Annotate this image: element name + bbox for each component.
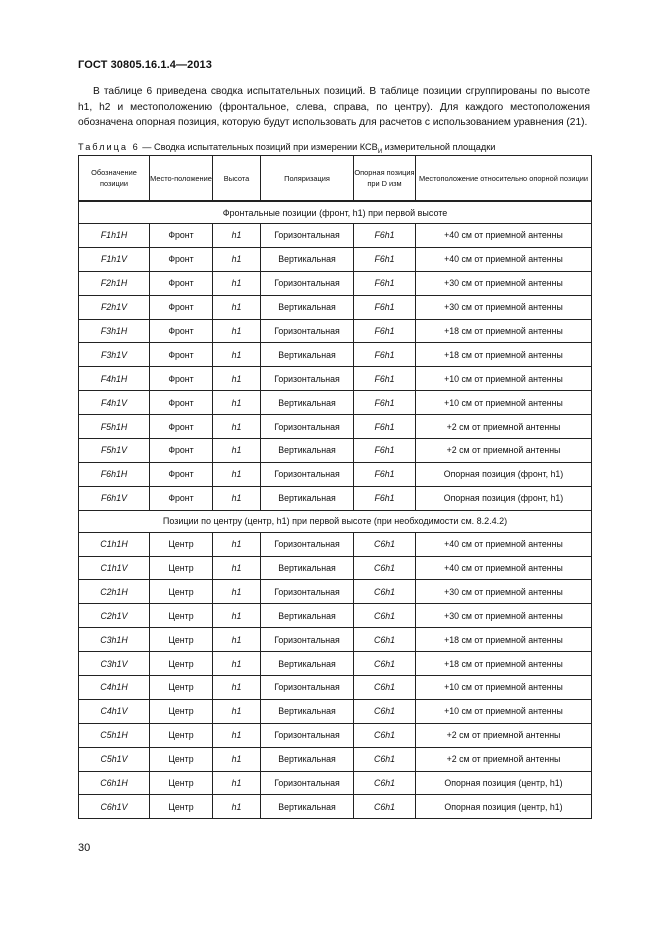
- relative-location-cell: +10 см от приемной антенны: [416, 367, 592, 391]
- reference-position-cell: C6h1: [354, 580, 416, 604]
- reference-position-cell: C6h1: [354, 652, 416, 676]
- location-cell: Центр: [150, 747, 213, 771]
- position-code-cell: F6h1H: [79, 462, 150, 486]
- document-header: ГОСТ 30805.16.1.4—2013: [78, 59, 212, 71]
- relative-location-cell: +18 см от приемной антенны: [416, 628, 592, 652]
- reference-position-cell: C6h1: [354, 556, 416, 580]
- position-code-cell: F2h1H: [79, 271, 150, 295]
- column-header: Высота: [213, 156, 261, 202]
- reference-position-cell: C6h1: [354, 771, 416, 795]
- location-cell: Фронт: [150, 247, 213, 271]
- relative-location-cell: +30 см от приемной антенны: [416, 295, 592, 319]
- relative-location-cell: +40 см от приемной антенны: [416, 224, 592, 248]
- polarization-cell: Вертикальная: [261, 439, 354, 463]
- location-cell: Фронт: [150, 367, 213, 391]
- reference-position-cell: F6h1: [354, 415, 416, 439]
- position-code-cell: F4h1V: [79, 391, 150, 415]
- polarization-cell: Вертикальная: [261, 556, 354, 580]
- table-row: [79, 556, 592, 580]
- polarization-cell: Горизонтальная: [261, 628, 354, 652]
- reference-position-cell: F6h1: [354, 247, 416, 271]
- column-header: Обозначение позиции: [79, 156, 150, 202]
- relative-location-cell: +40 см от приемной антенны: [416, 532, 592, 556]
- position-code-cell: C5h1V: [79, 747, 150, 771]
- table-row: [79, 604, 592, 628]
- height-cell: h1: [213, 747, 261, 771]
- table-row: [79, 580, 592, 604]
- height-cell: h1: [213, 532, 261, 556]
- table-row: [79, 747, 592, 771]
- location-cell: Фронт: [150, 343, 213, 367]
- location-cell: Центр: [150, 580, 213, 604]
- polarization-cell: Вертикальная: [261, 486, 354, 510]
- position-code-cell: F5h1H: [79, 415, 150, 439]
- polarization-cell: Горизонтальная: [261, 580, 354, 604]
- relative-location-cell: +10 см от приемной антенны: [416, 391, 592, 415]
- column-header: Опорная позиция при D изм: [354, 156, 416, 202]
- reference-position-cell: C6h1: [354, 628, 416, 652]
- position-code-cell: F5h1V: [79, 439, 150, 463]
- height-cell: h1: [213, 295, 261, 319]
- reference-position-cell: C6h1: [354, 604, 416, 628]
- height-cell: h1: [213, 439, 261, 463]
- relative-location-cell: +18 см от приемной антенны: [416, 343, 592, 367]
- polarization-cell: Вертикальная: [261, 747, 354, 771]
- polarization-cell: Горизонтальная: [261, 723, 354, 747]
- table-caption-tail: измерительной площадки: [382, 142, 496, 152]
- reference-position-cell: C6h1: [354, 723, 416, 747]
- location-cell: Фронт: [150, 271, 213, 295]
- section-title: Позиции по центру (центр, h1) при первой высоте (при необходимости см. 8.2.4.2): [79, 510, 592, 532]
- position-code-cell: C6h1H: [79, 771, 150, 795]
- location-cell: Центр: [150, 723, 213, 747]
- reference-position-cell: F6h1: [354, 224, 416, 248]
- table-row: [79, 486, 592, 510]
- relative-location-cell: +18 см от приемной антенны: [416, 319, 592, 343]
- height-cell: h1: [213, 415, 261, 439]
- position-code-cell: C5h1H: [79, 723, 150, 747]
- position-code-cell: C3h1V: [79, 652, 150, 676]
- table-row: [79, 391, 592, 415]
- reference-position-cell: F6h1: [354, 391, 416, 415]
- section-title: Фронтальные позиции (фронт, h1) при первой высоте: [79, 201, 592, 224]
- polarization-cell: Горизонтальная: [261, 319, 354, 343]
- polarization-cell: Вертикальная: [261, 391, 354, 415]
- reference-position-cell: F6h1: [354, 295, 416, 319]
- polarization-cell: Горизонтальная: [261, 771, 354, 795]
- reference-position-cell: F6h1: [354, 486, 416, 510]
- location-cell: Центр: [150, 652, 213, 676]
- table-row: [79, 271, 592, 295]
- height-cell: h1: [213, 556, 261, 580]
- position-code-cell: F2h1V: [79, 295, 150, 319]
- polarization-cell: Вертикальная: [261, 343, 354, 367]
- polarization-cell: Горизонтальная: [261, 367, 354, 391]
- table-row: [79, 224, 592, 248]
- polarization-cell: Вертикальная: [261, 795, 354, 819]
- relative-location-cell: +2 см от приемной антенны: [416, 723, 592, 747]
- table-row: [79, 628, 592, 652]
- reference-position-cell: F6h1: [354, 367, 416, 391]
- table-row: [79, 295, 592, 319]
- position-code-cell: C3h1H: [79, 628, 150, 652]
- page-number: 30: [78, 842, 91, 854]
- height-cell: h1: [213, 771, 261, 795]
- position-code-cell: C4h1H: [79, 676, 150, 700]
- height-cell: h1: [213, 628, 261, 652]
- height-cell: h1: [213, 462, 261, 486]
- intro-text: В таблице 6 приведена сводка испытательных позиций. В таблице позиции сгруппированы по высоте h1, h2 и местоположению (фронтальное, слева, справа, по центру). Для каждого местоположения обозначена опорная позиция, которую будут использовать для расчетов с использованием уравнения (21).: [78, 86, 590, 128]
- reference-position-cell: F6h1: [354, 343, 416, 367]
- table-row: [79, 676, 592, 700]
- position-code-cell: C1h1H: [79, 532, 150, 556]
- relative-location-cell: Опорная позиция (фронт, h1): [416, 486, 592, 510]
- table-body: [79, 201, 592, 819]
- height-cell: h1: [213, 391, 261, 415]
- position-code-cell: C1h1V: [79, 556, 150, 580]
- polarization-cell: Горизонтальная: [261, 462, 354, 486]
- position-code-cell: F1h1V: [79, 247, 150, 271]
- location-cell: Фронт: [150, 439, 213, 463]
- relative-location-cell: +30 см от приемной антенны: [416, 604, 592, 628]
- table-row: [79, 652, 592, 676]
- positions-table: [78, 155, 592, 819]
- relative-location-cell: +40 см от приемной антенны: [416, 247, 592, 271]
- reference-position-cell: F6h1: [354, 462, 416, 486]
- column-header: Местоположение относительно опорной позиции: [416, 156, 592, 202]
- height-cell: h1: [213, 486, 261, 510]
- relative-location-cell: +30 см от приемной антенны: [416, 580, 592, 604]
- table-row: [79, 367, 592, 391]
- relative-location-cell: +10 см от приемной антенны: [416, 699, 592, 723]
- location-cell: Фронт: [150, 415, 213, 439]
- location-cell: Фронт: [150, 295, 213, 319]
- polarization-cell: Вертикальная: [261, 604, 354, 628]
- position-code-cell: C4h1V: [79, 699, 150, 723]
- height-cell: h1: [213, 247, 261, 271]
- column-header: Поляризация: [261, 156, 354, 202]
- location-cell: Центр: [150, 771, 213, 795]
- table-caption: [78, 142, 495, 155]
- position-code-cell: F3h1H: [79, 319, 150, 343]
- location-cell: Фронт: [150, 462, 213, 486]
- position-code-cell: F1h1H: [79, 224, 150, 248]
- relative-location-cell: Опорная позиция (фронт, h1): [416, 462, 592, 486]
- section-row: [79, 510, 592, 532]
- polarization-cell: Вертикальная: [261, 699, 354, 723]
- reference-position-cell: F6h1: [354, 439, 416, 463]
- location-cell: Центр: [150, 532, 213, 556]
- height-cell: h1: [213, 604, 261, 628]
- location-cell: Фронт: [150, 224, 213, 248]
- relative-location-cell: Опорная позиция (центр, h1): [416, 795, 592, 819]
- reference-position-cell: C6h1: [354, 699, 416, 723]
- height-cell: h1: [213, 343, 261, 367]
- section-row: [79, 201, 592, 224]
- column-header: Место-положение: [150, 156, 213, 202]
- position-code-cell: F4h1H: [79, 367, 150, 391]
- table-row: [79, 415, 592, 439]
- polarization-cell: Горизонтальная: [261, 224, 354, 248]
- position-code-cell: C2h1V: [79, 604, 150, 628]
- reference-position-cell: F6h1: [354, 319, 416, 343]
- reference-position-cell: F6h1: [354, 271, 416, 295]
- location-cell: Центр: [150, 604, 213, 628]
- table-caption-label: Таблица 6: [78, 142, 140, 152]
- table-header: [79, 156, 592, 202]
- position-code-cell: F6h1V: [79, 486, 150, 510]
- polarization-cell: Горизонтальная: [261, 676, 354, 700]
- height-cell: h1: [213, 676, 261, 700]
- table-header-row: [79, 156, 592, 202]
- relative-location-cell: +18 см от приемной антенны: [416, 652, 592, 676]
- location-cell: Центр: [150, 628, 213, 652]
- polarization-cell: Горизонтальная: [261, 415, 354, 439]
- table-caption-subscript: И: [377, 148, 383, 155]
- height-cell: h1: [213, 723, 261, 747]
- reference-position-cell: C6h1: [354, 795, 416, 819]
- location-cell: Фронт: [150, 319, 213, 343]
- reference-position-cell: C6h1: [354, 532, 416, 556]
- table-row: [79, 723, 592, 747]
- relative-location-cell: +10 см от приемной антенны: [416, 676, 592, 700]
- polarization-cell: Вертикальная: [261, 247, 354, 271]
- table-row: [79, 439, 592, 463]
- location-cell: Фронт: [150, 391, 213, 415]
- relative-location-cell: +30 см от приемной антенны: [416, 271, 592, 295]
- table-row: [79, 462, 592, 486]
- height-cell: h1: [213, 699, 261, 723]
- position-code-cell: C6h1V: [79, 795, 150, 819]
- location-cell: Центр: [150, 699, 213, 723]
- table-row: [79, 319, 592, 343]
- location-cell: Фронт: [150, 486, 213, 510]
- intro-paragraph: [78, 84, 590, 131]
- location-cell: Центр: [150, 795, 213, 819]
- relative-location-cell: +2 см от приемной антенны: [416, 439, 592, 463]
- relative-location-cell: +2 см от приемной антенны: [416, 415, 592, 439]
- height-cell: h1: [213, 224, 261, 248]
- relative-location-cell: Опорная позиция (центр, h1): [416, 771, 592, 795]
- height-cell: h1: [213, 367, 261, 391]
- polarization-cell: Горизонтальная: [261, 532, 354, 556]
- table-row: [79, 771, 592, 795]
- table-row: [79, 532, 592, 556]
- height-cell: h1: [213, 652, 261, 676]
- height-cell: h1: [213, 795, 261, 819]
- position-code-cell: F3h1V: [79, 343, 150, 367]
- reference-position-cell: C6h1: [354, 747, 416, 771]
- polarization-cell: Вертикальная: [261, 652, 354, 676]
- table-row: [79, 247, 592, 271]
- position-code-cell: C2h1H: [79, 580, 150, 604]
- location-cell: Центр: [150, 676, 213, 700]
- relative-location-cell: +40 см от приемной антенны: [416, 556, 592, 580]
- height-cell: h1: [213, 271, 261, 295]
- table-row: [79, 699, 592, 723]
- polarization-cell: Вертикальная: [261, 295, 354, 319]
- height-cell: h1: [213, 580, 261, 604]
- table-row: [79, 343, 592, 367]
- relative-location-cell: +2 см от приемной антенны: [416, 747, 592, 771]
- location-cell: Центр: [150, 556, 213, 580]
- height-cell: h1: [213, 319, 261, 343]
- table-caption-text: — Сводка испытательных позиций при измерении КСВ: [139, 142, 378, 152]
- table-row: [79, 795, 592, 819]
- polarization-cell: Горизонтальная: [261, 271, 354, 295]
- reference-position-cell: C6h1: [354, 676, 416, 700]
